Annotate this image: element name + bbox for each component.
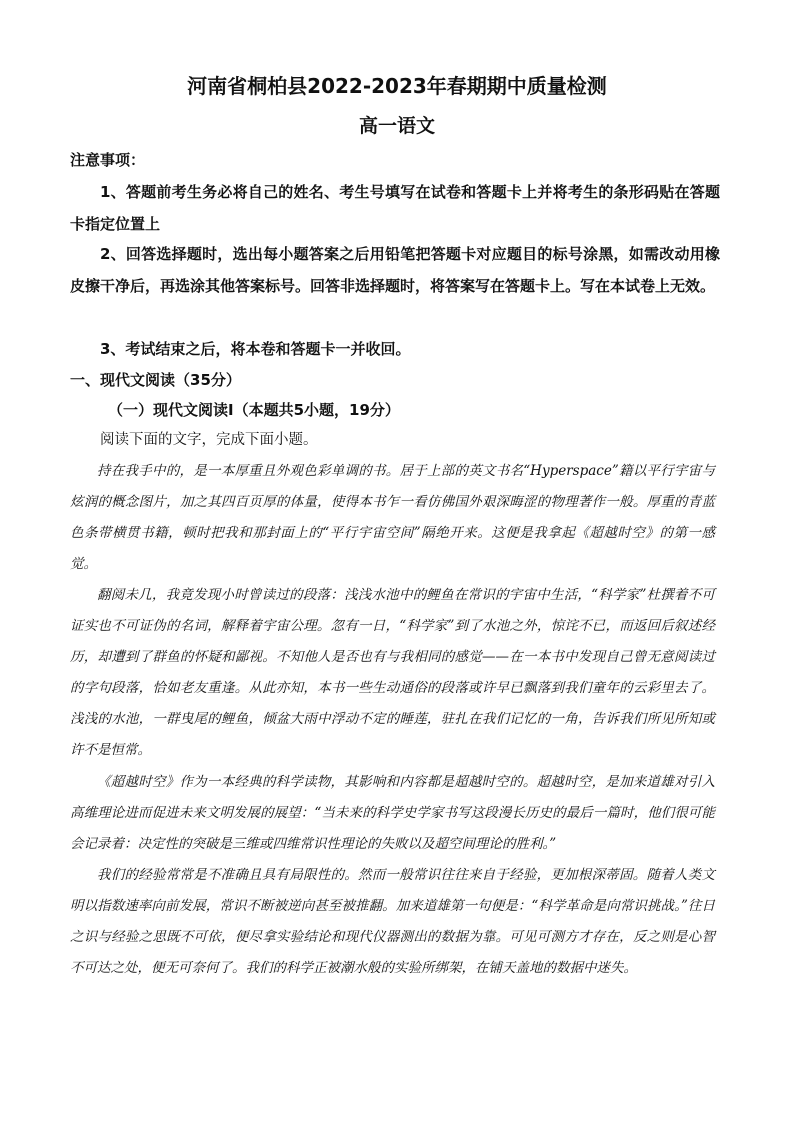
exam-title: 河南省桐柏县2022-2023年春期期中质量检测 [187,74,607,98]
passage-paragraph: 翻阅未几，我竟发现小时曾读过的段落：浅浅水池中的鲤鱼在常识的宇宙中生活，“科学家”杜撰着不可证实也不可证伪的名词，解释着宇宙公理。忽有一日，“科学家”到了水池之外，惊诧不已，而返回后叙述经历，却遭到了群鱼的怀疑和鄙视。不知他人是否也有与我相同的感觉——在一本书中发现自己曾无意阅读过的字句段落，恰如老友重逢。从此亦知，本书一些生动通俗的段落或许早已飘落到我们童年的云彩里去了。浅浅的水池，一群曳尾的鲤鱼，倾盆大雨中浮动不定的睡莲，驻扎在我们记忆的一角，告诉我们所见所知或许不是恒常。 [70,587,715,758]
exam-subtitle: 高一语文 [358,115,435,137]
sub-section-heading: （一）现代文阅读Ⅰ（本题共5小题，19分） [108,401,400,419]
section-heading: 一、现代文阅读（35分） [70,371,241,389]
notice-heading: 注意事项： [70,151,146,169]
passage-paragraph: 我们的经验常常是不准确且具有局限性的。然而一般常识往往来自于经验，更加根深蒂固。随着人类文明以指数速率向前发展，常识不断被逆向甚至被推翻。加来道雄第一句便是：“科学革命是向常识挑战。”往日之识与经验之思既不可依，便尽拿实验结论和现代仪器测出的数据为靠。可见可测方才存在，反之则是心智不可达之处，便无可奈何了。我们的科学正被潮水般的实验所绑架，在铺天盖地的数据中迷失。 [70,867,715,976]
passage-paragraph: 《超越时空》作为一本经典的科学读物，其影响和内容都是超越时空的。超越时空，是加来道雄对引入高维理论进而促进未来文明发展的展望：“当未来的科学史学家书写这段漫长历史的最后一篇时，他们很可能会记录着：决定性的突破是三维或四维常识性理论的失败以及超空间理论的胜利。” [70,774,715,852]
reading-instruction: 阅读下面的文字，完成下面小题。 [100,432,318,448]
notice-item: 1、答题前考生务必将自己的姓名、考生号填写在试卷和答题卡上并将考生的条形码贴在答题卡指定位置上 [70,183,720,233]
notice-item: 2、回答选择题时，选出每小题答案之后用铅笔把答题卡对应题目的标号涂黑，如需改动用橡皮擦干净后，再选涂其他答案标号。回答非选择题时，将答案写在答题卡上。写在本试卷上无效。 [70,245,720,295]
passage-paragraph: 持在我手中的，是一本厚重且外观色彩单调的书。居于上部的英文书名“Hyperspace”籍以平行宇宙与炫润的概念图片，加之其四百页厚的体量，使得本书乍一看仿佛国外艰深晦涩的物理著作一般。厚重的青蓝色条带横贯书籍，顿时把我和那封面上的“平行宇宙空间”隔绝开来。这便是我拿起《超越时空》的第一感觉。 [70,463,715,572]
notice-item: 3、考试结束之后，将本卷和答题卡一并收回。 [100,340,411,358]
